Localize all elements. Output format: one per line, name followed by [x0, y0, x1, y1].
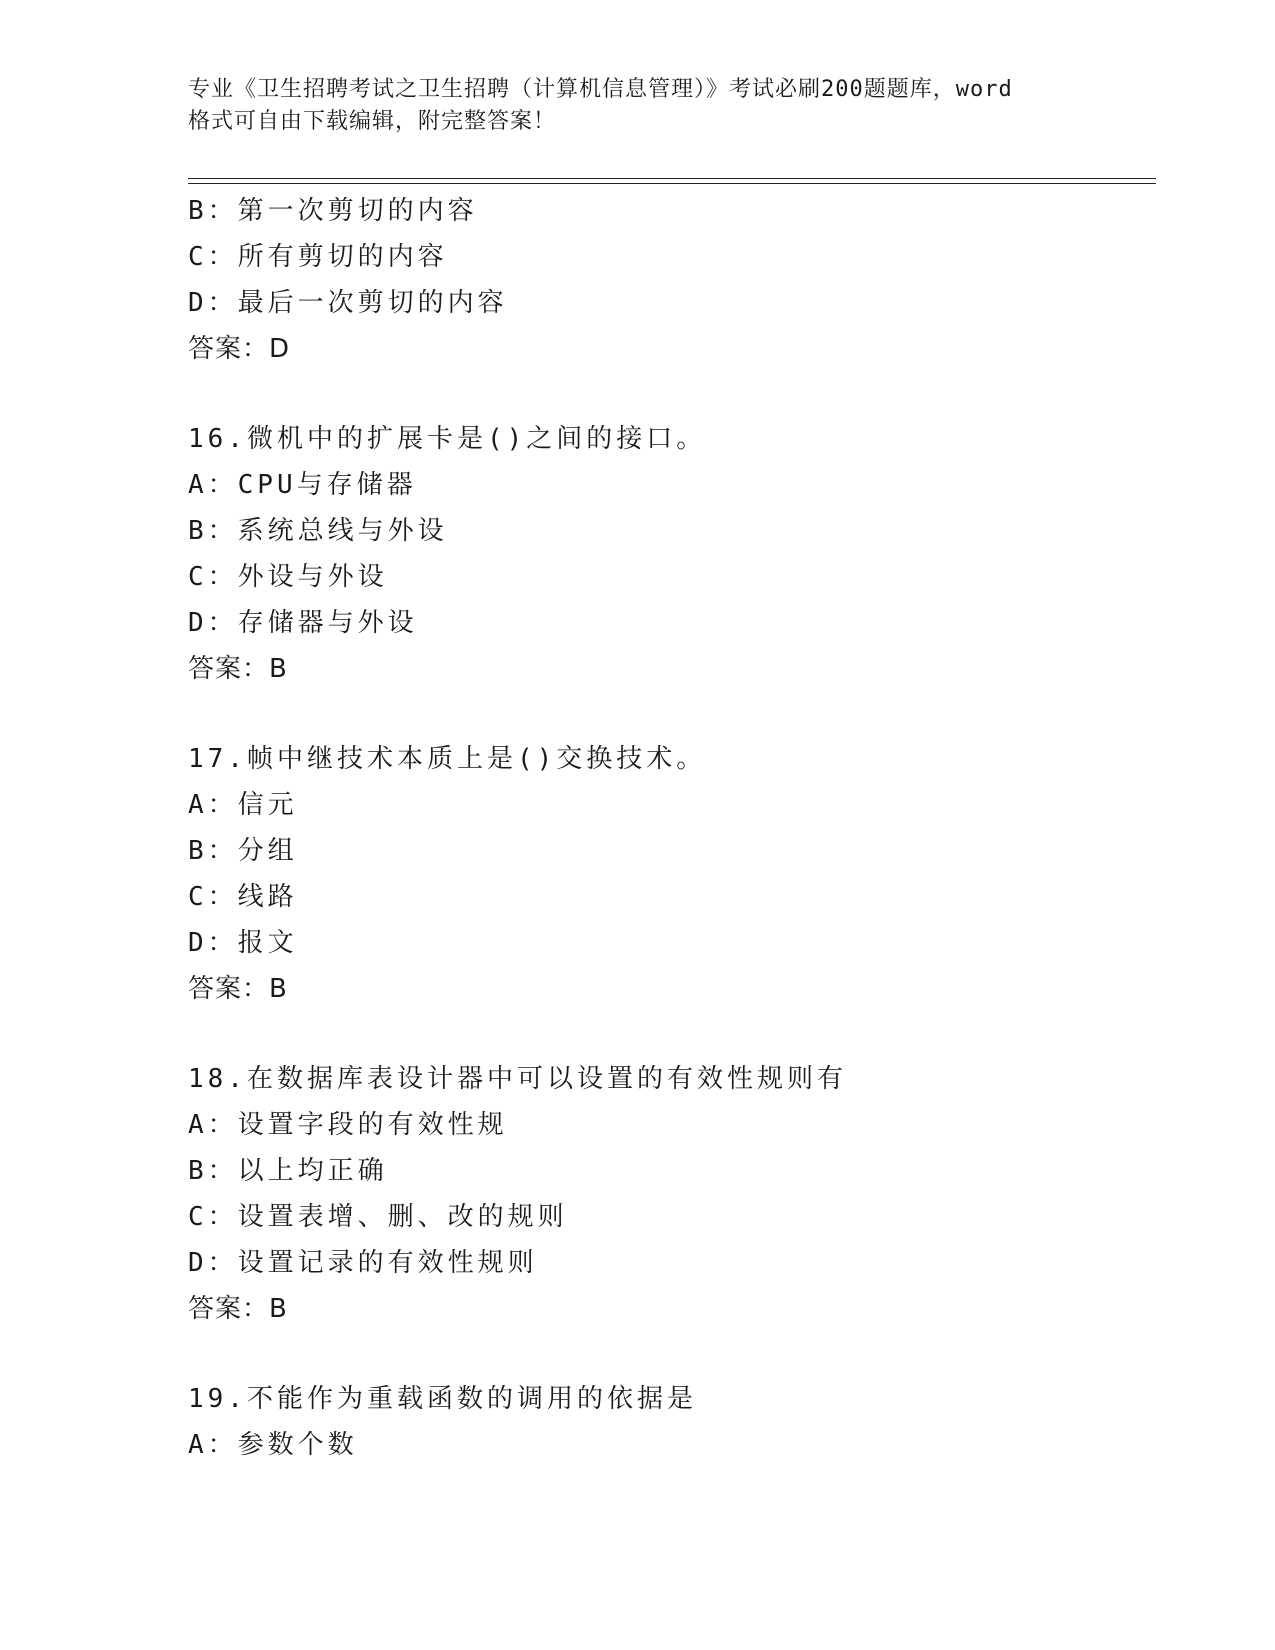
option-b: B：分组 — [188, 836, 298, 866]
question-block-continued — [188, 188, 1148, 372]
option-a: A：设置字段的有效性规 — [188, 1110, 508, 1140]
spacer — [188, 372, 1148, 416]
answer-line: 答案：B — [188, 974, 288, 1004]
option-c: C：设置表增、删、改的规则 — [188, 1202, 568, 1232]
header-divider-bottom — [188, 183, 1156, 184]
question-stem: 19.不能作为重载函数的调用的依据是 — [188, 1384, 697, 1414]
answer-line: 答案：B — [188, 1294, 288, 1324]
option-d: D：最后一次剪切的内容 — [188, 288, 508, 318]
question-list — [188, 188, 1148, 1468]
question-stem: 16.微机中的扩展卡是()之间的接口。 — [188, 424, 707, 454]
header-title-line-1: 专业《卫生招聘考试之卫生招聘（计算机信息管理）》考试必刷200题题库，word — [188, 77, 1013, 102]
option-b: B：以上均正确 — [188, 1156, 388, 1186]
spacer — [188, 1332, 1148, 1376]
option-b: B：系统总线与外设 — [188, 516, 448, 546]
spacer — [188, 692, 1148, 736]
option-a: A：信元 — [188, 790, 298, 820]
option-d: D：设置记录的有效性规则 — [188, 1248, 538, 1278]
header-title-line-2: 格式可自由下载编辑，附完整答案！ — [188, 109, 557, 134]
question-block-18 — [188, 1056, 1148, 1332]
option-c: C：线路 — [188, 882, 298, 912]
answer-line: 答案：B — [188, 654, 288, 684]
option-d: D：报文 — [188, 928, 298, 958]
question-block-17 — [188, 736, 1148, 1012]
option-d: D：存储器与外设 — [188, 608, 418, 638]
answer-line: 答案：D — [188, 334, 291, 364]
option-c: C：外设与外设 — [188, 562, 388, 592]
header-divider-top — [188, 178, 1156, 179]
option-b: B：第一次剪切的内容 — [188, 196, 478, 226]
option-a: A：CPU与存储器 — [188, 470, 417, 500]
question-block-19 — [188, 1376, 1148, 1468]
question-block-16 — [188, 416, 1148, 692]
option-c: C：所有剪切的内容 — [188, 242, 448, 272]
question-stem: 17.帧中继技术本质上是()交换技术。 — [188, 744, 707, 774]
option-a: A：参数个数 — [188, 1430, 358, 1460]
spacer — [188, 1012, 1148, 1056]
document-header — [188, 74, 1088, 138]
question-stem: 18.在数据库表设计器中可以设置的有效性规则有 — [188, 1064, 847, 1094]
